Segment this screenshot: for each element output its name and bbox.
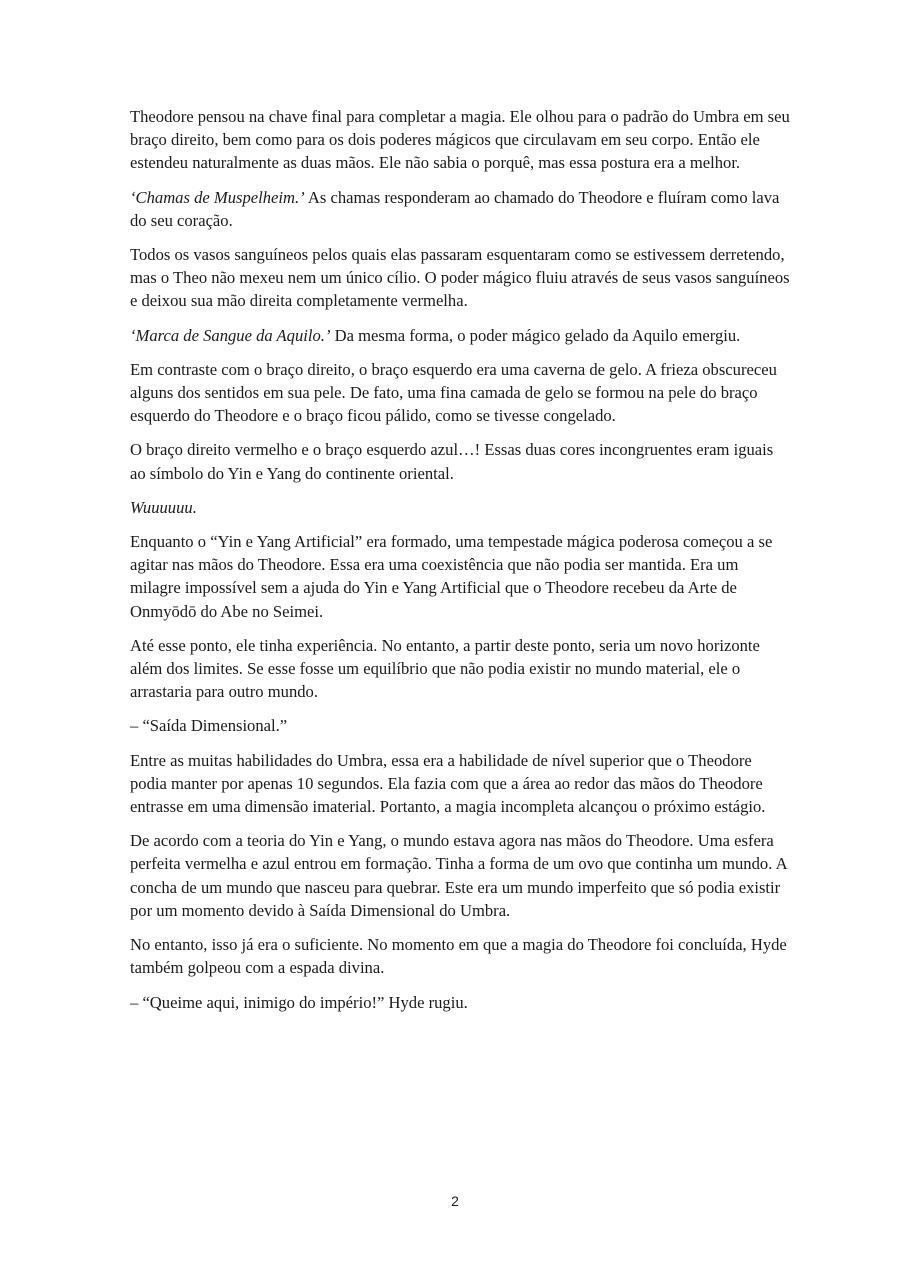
paragraph-text: – “Queime aqui, inimigo do império!” Hyde rugiu. bbox=[130, 992, 468, 1012]
paragraph-13 bbox=[130, 933, 790, 979]
paragraph-italic: ‘Chamas de Muspelheim.’ bbox=[130, 187, 305, 207]
paragraph-text: Theodore pensou na chave final para completar a magia. Ele olhou para o padrão do Umbra em seu braço direito, bem como para os dois poderes mágicos que circulavam em seu corpo. Então ele estendeu naturalmente as duas mãos. Ele não sabia o porquê, mas essa postura era a melhor. bbox=[130, 107, 790, 173]
paragraph-text: Até esse ponto, ele tinha experiência. No entanto, a partir deste ponto, seria um novo horizonte além dos limites. Se esse fosse um equilíbrio que não podia existir no mundo material, ele o arrastaria para outro mundo. bbox=[130, 635, 760, 702]
paragraph-text: O braço direito vermelho e o braço esquerdo azul…! Essas duas cores incongruentes eram iguais ao símbolo do Yin e Yang do continente oriental. bbox=[130, 440, 774, 483]
page-number: 2 bbox=[451, 1193, 459, 1209]
paragraph-9 bbox=[130, 634, 790, 704]
paragraph-italic: Wuuuuuu. bbox=[130, 497, 197, 517]
paragraph-5 bbox=[130, 358, 790, 428]
paragraph-4 bbox=[130, 324, 790, 347]
paragraph-8 bbox=[130, 530, 790, 623]
text-body bbox=[130, 105, 790, 1025]
paragraph-2 bbox=[130, 186, 790, 232]
paragraph-text: De acordo com a teoria do Yin e Yang, o mundo estava agora nas mãos do Theodore. Uma esfera perfeita vermelha e azul entrou em formação. Tinha a forma de um ovo que continha um mundo. A concha de um mundo que nasceu para quebrar. Este era um mundo imperfeito que só podia existir por um momento devido à Saída Dimensional do Umbra. bbox=[130, 831, 787, 920]
paragraph-text: Enquanto o “Yin e Yang Artificial” era formado, uma tempestade mágica poderosa começou a se agitar nas mãos do Theodore. Essa era uma coexistência que não podia ser mantida. Era um milagre impossível sem a ajuda do Yin e Yang Artificial que o Theodore recebeu da Arte de Onmyōdō do Abe no Seimei. bbox=[130, 532, 773, 621]
paragraph-3 bbox=[130, 243, 790, 313]
paragraph-7 bbox=[130, 496, 790, 519]
paragraph-text: Da mesma forma, o poder mágico gelado da Aquilo emergiu. bbox=[330, 325, 741, 345]
paragraph-1 bbox=[130, 105, 790, 175]
paragraph-14 bbox=[130, 991, 790, 1014]
paragraph-12 bbox=[130, 829, 790, 922]
paragraph-text: No entanto, isso já era o suficiente. No momento em que a magia do Theodore foi concluída, Hyde também golpeou com a espada divina. bbox=[130, 935, 787, 978]
paragraph-text: – “Saída Dimensional.” bbox=[130, 716, 288, 736]
paragraph-text: Entre as muitas habilidades do Umbra, essa era a habilidade de nível superior que o Theodore podia manter por apenas 10 segundos. Ela fazia com que a área ao redor das mãos do Theodore entrasse em uma dimensão imaterial. Portanto, a magia incompleta alcançou o próximo estágio. bbox=[130, 750, 766, 817]
paragraph-10 bbox=[130, 714, 790, 737]
paragraph-italic: ‘Marca de Sangue da Aquilo.’ bbox=[130, 325, 331, 345]
paragraph-text: Em contraste com o braço direito, o braço esquerdo era uma caverna de gelo. A frieza obscureceu alguns dos sentidos em sua pele. De fato, uma fina camada de gelo se formou na pele do braço esquerdo do Theodore e o braço ficou pálido, como se tivesse congelado. bbox=[130, 359, 777, 426]
paragraph-6 bbox=[130, 438, 790, 484]
paragraph-11 bbox=[130, 749, 790, 819]
paragraph-text: As chamas responderam ao chamado do Theodore e fluíram como lava do seu coração. bbox=[130, 187, 780, 230]
paragraph-text: Todos os vasos sanguíneos pelos quais elas passaram esquentaram como se estivessem derretendo, mas o Theo não mexeu nem um único cílio. O poder mágico fluiu através de seus vasos sanguíneos e deixou sua mão direita completamente vermelha. bbox=[130, 245, 790, 311]
